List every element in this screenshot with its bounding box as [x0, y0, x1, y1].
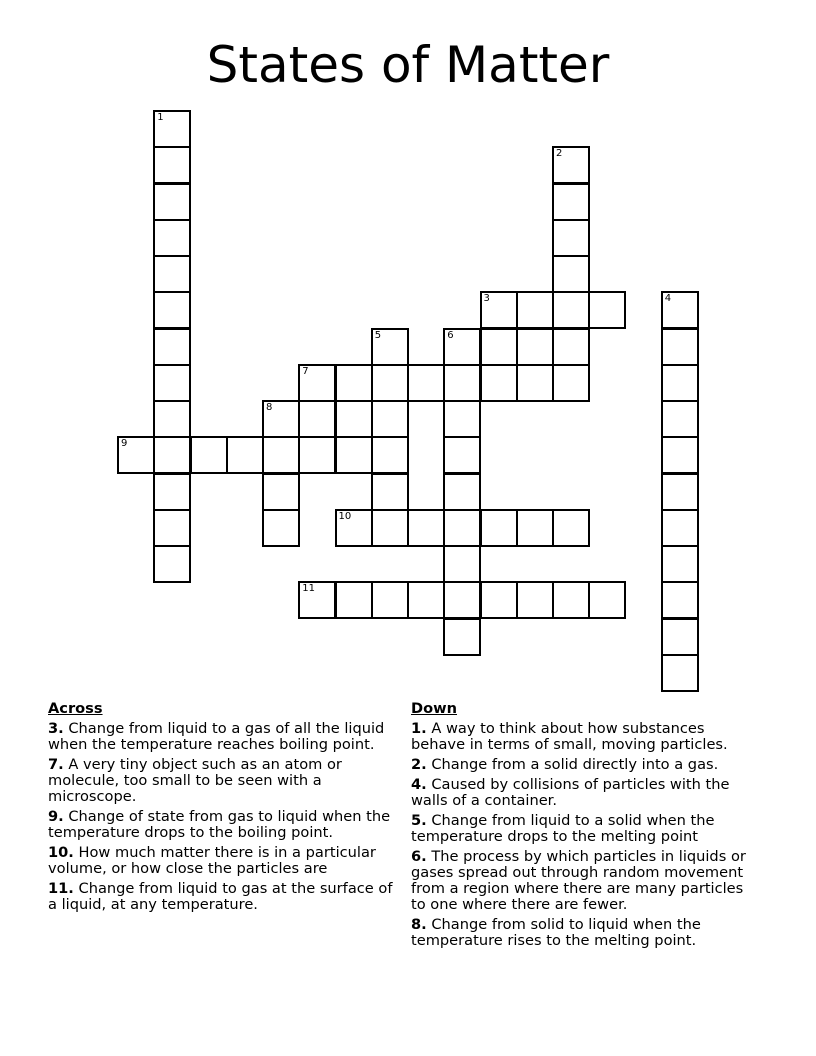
grid-cell[interactable]: [661, 654, 699, 692]
grid-cell[interactable]: [153, 146, 191, 184]
clue-text: Change from liquid to a gas of all the liquid when the temperature reaches boiling point.: [48, 720, 385, 753]
clue-across-9: [48, 809, 398, 841]
grid-cell[interactable]: [588, 291, 626, 329]
grid-cell[interactable]: [153, 509, 191, 547]
grid-cell[interactable]: [335, 364, 373, 402]
cell-number: 8: [266, 402, 273, 413]
clue-text: A way to think about how substances behave in terms of small, moving particles.: [411, 720, 728, 753]
clue-text: Change from a solid directly into a gas.: [431, 756, 719, 773]
grid-cell[interactable]: [153, 255, 191, 293]
grid-cell[interactable]: [443, 364, 481, 402]
grid-cell[interactable]: [371, 509, 409, 547]
clue-number: 3.: [48, 720, 64, 737]
clue-number: 10.: [48, 844, 74, 861]
grid-cell[interactable]: [335, 581, 373, 619]
clue-text: Caused by collisions of particles with the walls of a container.: [411, 776, 730, 809]
cell-number: 9: [121, 438, 128, 450]
cell-number: 7: [302, 365, 309, 377]
grid-cell[interactable]: [153, 400, 191, 438]
grid-cell[interactable]: [552, 146, 590, 184]
grid-cell[interactable]: [153, 328, 191, 366]
grid-cell[interactable]: [153, 545, 191, 583]
grid-cell[interactable]: [117, 436, 155, 474]
grid-cell[interactable]: [298, 400, 336, 438]
grid-cell[interactable]: [153, 473, 191, 511]
grid-cell[interactable]: [153, 110, 191, 148]
grid-cell[interactable]: [371, 436, 409, 474]
grid-cell[interactable]: [443, 328, 481, 366]
grid-cell[interactable]: [371, 473, 409, 511]
grid-cell[interactable]: [588, 581, 626, 619]
clue-text: Change from liquid to gas at the surface of a liquid, at any temperature.: [48, 880, 393, 913]
grid-cell[interactable]: [661, 328, 699, 366]
clue-number: 4.: [411, 776, 427, 793]
grid-cell[interactable]: [552, 581, 590, 619]
grid-cell[interactable]: [407, 581, 445, 619]
grid-cell[interactable]: [443, 618, 481, 656]
clue-text: Change from liquid to a solid when the temperature drops to the melting point: [411, 812, 715, 845]
clue-number: 7.: [48, 756, 64, 773]
grid-cell[interactable]: [661, 436, 699, 474]
grid-cell[interactable]: [661, 618, 699, 656]
clue-across-11: [48, 881, 398, 913]
grid-cell[interactable]: [262, 509, 300, 547]
grid-cell[interactable]: [298, 581, 336, 619]
grid-cell[interactable]: [443, 545, 481, 583]
grid-cell[interactable]: [335, 509, 373, 547]
grid-cell[interactable]: [153, 364, 191, 402]
grid-cell[interactable]: [335, 436, 373, 474]
grid-cell[interactable]: [552, 183, 590, 221]
cell-number: 11: [302, 583, 315, 595]
grid-cell[interactable]: [661, 400, 699, 438]
clue-text: A very tiny object such as an atom or molecule, too small to be seen with a microscope.: [48, 756, 342, 805]
grid-cell[interactable]: [443, 581, 481, 619]
grid-cell[interactable]: [480, 328, 518, 366]
grid-cell[interactable]: [298, 364, 336, 402]
grid-cell[interactable]: [443, 400, 481, 438]
grid-cell[interactable]: [516, 291, 554, 329]
grid-cell[interactable]: [262, 400, 300, 438]
grid-cell[interactable]: [262, 436, 300, 474]
grid-cell[interactable]: [552, 328, 590, 366]
clue-number: 8.: [411, 916, 427, 933]
grid-cell[interactable]: [443, 473, 481, 511]
across-heading: Across: [48, 700, 103, 717]
grid-cell[interactable]: [516, 509, 554, 547]
grid-cell[interactable]: [552, 364, 590, 402]
grid-cell[interactable]: [661, 545, 699, 583]
grid-cell[interactable]: [552, 291, 590, 329]
clue-across-10: [48, 845, 398, 877]
grid-cell[interactable]: [371, 581, 409, 619]
cell-number: 4: [664, 293, 672, 305]
grid-cell[interactable]: [480, 364, 518, 402]
grid-cell[interactable]: [661, 473, 699, 511]
grid-cell[interactable]: [407, 364, 445, 402]
grid-cell[interactable]: [516, 581, 554, 619]
cell-number: 3: [483, 293, 490, 305]
clue-text: Change of state from gas to liquid when the temperature drops to the boiling point.: [48, 808, 391, 841]
clue-number: 1.: [411, 720, 427, 737]
grid-cell[interactable]: [480, 291, 518, 329]
clue-down-5: [411, 813, 761, 845]
cell-number: 10: [338, 510, 352, 522]
clue-text: How much matter there is in a particular volume, or how close the particles are: [48, 844, 376, 877]
down-heading: Down: [411, 700, 458, 717]
grid-cell[interactable]: [190, 436, 228, 474]
down-clues: [411, 701, 761, 953]
page-title: States of Matter: [206, 36, 610, 94]
clue-down-2: [411, 757, 761, 773]
clue-down-4: [411, 777, 761, 809]
grid-cell[interactable]: [661, 509, 699, 547]
cell-number: 6: [447, 329, 454, 341]
grid-cell[interactable]: [443, 509, 481, 547]
cell-number: 1: [157, 112, 164, 123]
clue-text: The process by which particles in liquids or gases spread out through random movement from a region where there are many particles to one where there are fewer.: [411, 848, 746, 913]
clue-number: 9.: [48, 808, 64, 825]
clue-across-7: [48, 757, 398, 805]
grid-cell[interactable]: [262, 473, 300, 511]
grid-cell[interactable]: [153, 291, 191, 329]
grid-cell[interactable]: [516, 328, 554, 366]
grid-cell[interactable]: [153, 436, 191, 474]
clue-number: 11.: [48, 880, 74, 897]
grid-cell[interactable]: [480, 509, 518, 547]
grid-cell[interactable]: [661, 291, 699, 329]
clue-across-3: [48, 721, 398, 753]
clue-down-1: [411, 721, 761, 753]
grid-cell[interactable]: [661, 364, 699, 402]
grid-cell[interactable]: [298, 436, 336, 474]
cell-number: 5: [374, 329, 382, 341]
cell-number: 2: [556, 148, 563, 160]
across-clues: [48, 701, 398, 917]
grid-cell[interactable]: [153, 219, 191, 257]
clue-down-6: [411, 849, 761, 913]
clue-number: 6.: [411, 848, 427, 865]
clue-number: 5.: [411, 812, 427, 829]
grid-cell[interactable]: [335, 400, 373, 438]
grid-cell[interactable]: [661, 581, 699, 619]
grid-cell[interactable]: [552, 509, 590, 547]
grid-cell[interactable]: [516, 364, 554, 402]
grid-cell[interactable]: [226, 436, 264, 474]
grid-cell[interactable]: [371, 400, 409, 438]
grid-cell[interactable]: [371, 364, 409, 402]
grid-cell[interactable]: [480, 581, 518, 619]
grid-cell[interactable]: [552, 255, 590, 293]
clue-number: 2.: [411, 756, 427, 773]
grid-cell[interactable]: [407, 509, 445, 547]
grid-cell[interactable]: [552, 219, 590, 257]
clue-down-8: [411, 917, 761, 949]
grid-cell[interactable]: [371, 328, 409, 366]
grid-cell[interactable]: [443, 436, 481, 474]
clue-text: Change from solid to liquid when the temperature rises to the melting point.: [411, 916, 701, 949]
grid-cell[interactable]: [153, 183, 191, 221]
